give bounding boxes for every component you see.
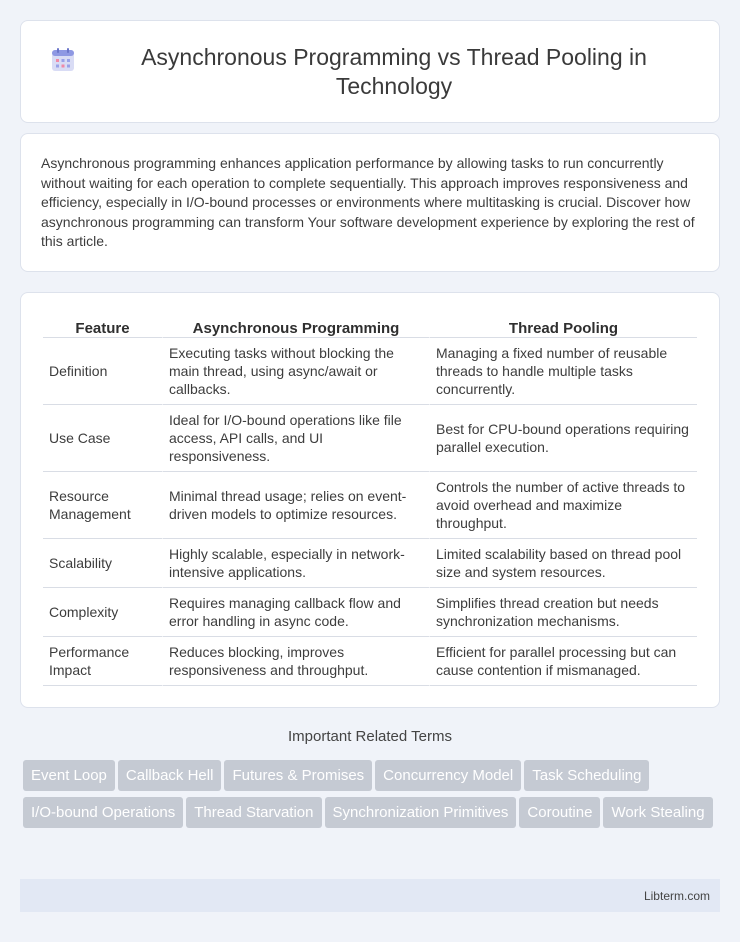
cell-pool: Efficient for parallel processing but can cause contention if mismanaged. (430, 637, 697, 686)
related-terms-list (23, 760, 723, 834)
title-wrap (50, 43, 690, 101)
cell-feature: Use Case (43, 405, 163, 472)
tag-work-stealing[interactable]: Work Stealing (603, 797, 712, 828)
cell-async: Ideal for I/O-bound operations like file access, API calls, and UI responsiveness. (163, 405, 430, 472)
header-async: Asynchronous Programming (163, 313, 430, 338)
table-header-row (43, 313, 697, 338)
page-title: Asynchronous Programming vs Thread Pooling in Technology (141, 43, 647, 99)
footer (20, 879, 720, 912)
cell-async: Minimal thread usage; relies on event-driven models to optimize resources. (163, 472, 430, 539)
cell-async: Requires managing callback flow and error handling in async code. (163, 588, 430, 637)
table-row (43, 588, 697, 637)
table-row (43, 472, 697, 539)
title-card (20, 20, 720, 123)
header-feature: Feature (43, 313, 163, 338)
tag-futures-promises[interactable]: Futures & Promises (224, 760, 372, 791)
tag-io-bound-operations[interactable]: I/O-bound Operations (23, 797, 183, 828)
comparison-card (20, 292, 720, 708)
cell-async: Highly scalable, especially in network-intensive applications. (163, 539, 430, 588)
cell-pool: Controls the number of active threads to avoid overhead and maximize throughput. (430, 472, 697, 539)
tag-task-scheduling[interactable]: Task Scheduling (524, 760, 649, 791)
cell-pool: Simplifies thread creation but needs synchronization mechanisms. (430, 588, 697, 637)
cell-feature: Complexity (43, 588, 163, 637)
calendar-grid-icon (50, 47, 76, 73)
cell-feature: Definition (43, 338, 163, 405)
cell-feature: Scalability (43, 539, 163, 588)
cell-feature: Performance Impact (43, 637, 163, 686)
cell-feature: Resource Management (43, 472, 163, 539)
cell-pool: Best for CPU-bound operations requiring parallel execution. (430, 405, 697, 472)
tag-event-loop[interactable]: Event Loop (23, 760, 115, 791)
tag-coroutine[interactable]: Coroutine (519, 797, 600, 828)
tag-thread-starvation[interactable]: Thread Starvation (186, 797, 321, 828)
tag-concurrency-model[interactable]: Concurrency Model (375, 760, 521, 791)
header-pool: Thread Pooling (430, 313, 697, 338)
comparison-table (43, 313, 697, 686)
table-row (43, 405, 697, 472)
tag-callback-hell[interactable]: Callback Hell (118, 760, 222, 791)
footer-brand[interactable]: Libterm.com (643, 888, 710, 903)
intro-card (20, 133, 720, 272)
intro-paragraph: Asynchronous programming enhances application performance by allowing tasks to run concurrently without waiting for each operation to complete sequentially. This approach improves responsiveness and efficiency, especially in I/O-bound processes or environments where multitasking is crucial. Discover how asynchronous programming can transform Your software development experience by exploring the rest of this article. (41, 155, 695, 250)
table-row (43, 539, 697, 588)
table-row (43, 637, 697, 686)
tag-synchronization-primitives[interactable]: Synchronization Primitives (325, 797, 517, 828)
table-row (43, 338, 697, 405)
cell-async: Executing tasks without blocking the main thread, using async/await or callbacks. (163, 338, 430, 405)
cell-async: Reduces blocking, improves responsiveness and throughput. (163, 637, 430, 686)
cell-pool: Limited scalability based on thread pool size and system resources. (430, 539, 697, 588)
related-terms-title: Important Related Terms (288, 728, 452, 745)
cell-pool: Managing a fixed number of reusable threads to handle multiple tasks concurrently. (430, 338, 697, 405)
